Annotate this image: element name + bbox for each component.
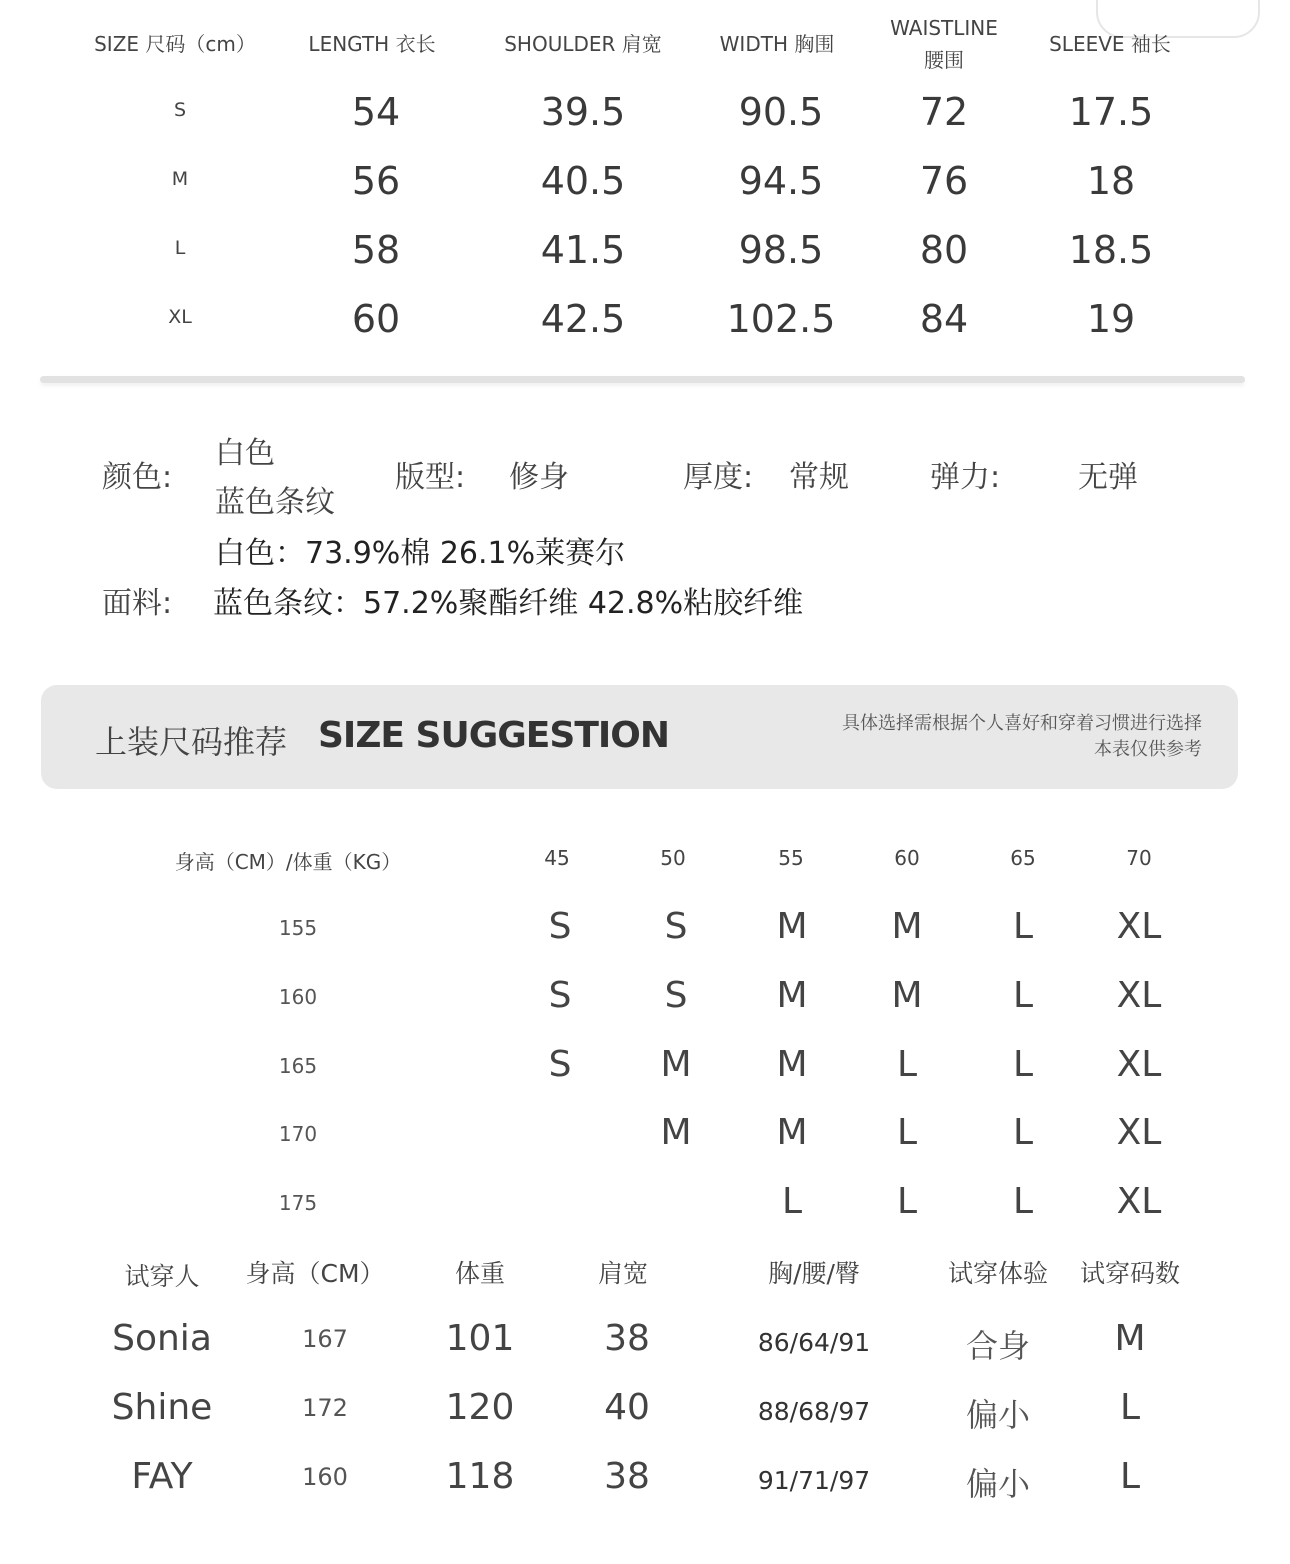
suggested-size: L: [896, 1044, 918, 1085]
tryon-experience: 合身: [965, 1327, 1031, 1365]
suggested-size: L: [896, 1112, 918, 1153]
size-label: M: [171, 168, 189, 190]
tryon-experience: 偏小: [965, 1465, 1031, 1503]
shoulder-value: 42.5: [540, 297, 626, 341]
weight-header: 55: [778, 846, 804, 870]
color-value-white: 白色: [215, 436, 275, 471]
tryon-header-weight: 体重: [454, 1259, 506, 1288]
banner-note-line1: 具体选择需根据个人喜好和穿着习惯进行选择: [842, 713, 1202, 734]
suggested-size: S: [548, 906, 572, 947]
weight-header: 60: [894, 846, 920, 870]
tryon-weight: 101: [445, 1318, 515, 1359]
thickness-value: 常规: [789, 460, 849, 495]
waist-value: 72: [919, 90, 969, 134]
banner-title-en: SIZE SUGGESTION: [318, 715, 670, 756]
suggested-size: M: [891, 906, 923, 947]
tryon-weight: 118: [445, 1456, 515, 1497]
suggested-size: S: [548, 1044, 572, 1085]
height-label: 160: [278, 985, 318, 1009]
tryon-height: 167: [302, 1325, 348, 1353]
width-value: 94.5: [738, 159, 824, 203]
size-suggestion-banner: [41, 685, 1238, 789]
sleeve-value: 19: [1086, 297, 1136, 341]
header-size: SIZE 尺码（cm）: [94, 32, 256, 56]
suggested-size: S: [664, 906, 688, 947]
suggested-size: M: [891, 975, 923, 1016]
tryon-shoulder: 40: [604, 1387, 650, 1428]
fabric-label: 面料:: [102, 586, 173, 621]
suggested-size: L: [1012, 1044, 1034, 1085]
grid-corner-label: 身高（CM）/体重（KG）: [174, 850, 402, 874]
suggested-size: L: [1012, 906, 1034, 947]
header-width: WIDTH 胸围: [719, 32, 835, 56]
sleeve-value: 18: [1086, 159, 1136, 203]
header-length: LENGTH 衣长: [308, 32, 436, 56]
tryon-header-height: 身高（CM）: [245, 1259, 385, 1288]
suggested-size: XL: [1116, 906, 1162, 947]
tryon-experience: 偏小: [965, 1396, 1031, 1434]
color-value-blue-stripe: 蓝色条纹: [215, 485, 335, 520]
tryon-size: M: [1114, 1318, 1146, 1359]
suggested-size: M: [776, 906, 808, 947]
tryon-height: 160: [302, 1463, 348, 1491]
fabric-blue-stripe: 蓝色条纹：57.2%聚酯纤维 42.8%粘胶纤维: [213, 586, 804, 621]
header-shoulder: SHOULDER 肩宽: [504, 32, 662, 56]
width-value: 102.5: [726, 297, 836, 341]
suggested-size: M: [776, 1112, 808, 1153]
waist-value: 84: [919, 297, 969, 341]
shoulder-value: 39.5: [540, 90, 626, 134]
tryon-bwh: 91/71/97: [757, 1466, 871, 1495]
width-value: 90.5: [738, 90, 824, 134]
thickness-label: 厚度:: [683, 460, 754, 495]
suggested-size: XL: [1116, 1044, 1162, 1085]
length-value: 56: [351, 159, 401, 203]
size-label: S: [173, 99, 187, 121]
fabric-white: 白色：73.9%棉 26.1%莱赛尔: [215, 536, 626, 571]
size-label: L: [174, 237, 186, 259]
sleeve-value: 17.5: [1068, 90, 1154, 134]
height-label: 155: [278, 916, 318, 940]
tryon-header-experience: 试穿体验: [947, 1259, 1049, 1288]
width-value: 98.5: [738, 228, 824, 272]
header-sleeve: SLEEVE 袖长: [1049, 32, 1171, 56]
height-label: 165: [278, 1054, 318, 1078]
suggested-size: XL: [1116, 1112, 1162, 1153]
suggested-size: L: [1012, 1112, 1034, 1153]
height-label: 175: [278, 1191, 318, 1215]
suggested-size: M: [776, 1044, 808, 1085]
weight-header: 65: [1010, 846, 1036, 870]
suggested-size: L: [1012, 1181, 1034, 1222]
tryon-height: 172: [302, 1394, 348, 1422]
fit-value: 修身: [509, 460, 569, 495]
fit-label: 版型:: [395, 460, 466, 495]
suggested-size: L: [781, 1181, 803, 1222]
tryon-header-size: 试穿码数: [1079, 1259, 1181, 1288]
suggested-size: M: [776, 975, 808, 1016]
tryon-weight: 120: [445, 1387, 515, 1428]
suggested-size: S: [664, 975, 688, 1016]
tryon-name: Sonia: [112, 1318, 212, 1359]
tryon-name: FAY: [131, 1456, 193, 1497]
height-label: 170: [278, 1122, 318, 1146]
length-value: 58: [351, 228, 401, 272]
tryon-bwh: 88/68/97: [757, 1397, 871, 1426]
section-divider: [40, 376, 1245, 383]
banner-note-line2: 本表仅供参考: [1094, 739, 1202, 760]
tryon-size: L: [1119, 1456, 1141, 1497]
tryon-size: L: [1119, 1387, 1141, 1428]
weight-header: 45: [544, 846, 570, 870]
shoulder-value: 40.5: [540, 159, 626, 203]
tryon-bwh: 86/64/91: [757, 1328, 871, 1357]
suggested-size: S: [548, 975, 572, 1016]
length-value: 54: [351, 90, 401, 134]
size-label: XL: [168, 306, 192, 328]
suggested-size: M: [660, 1112, 692, 1153]
weight-header: 50: [660, 846, 686, 870]
suggested-size: M: [660, 1044, 692, 1085]
header-waistline: WAISTLINE 腰围: [890, 16, 998, 72]
waist-value: 80: [919, 228, 969, 272]
length-value: 60: [351, 297, 401, 341]
weight-header: 70: [1126, 846, 1152, 870]
waist-value: 76: [919, 159, 969, 203]
shoulder-value: 41.5: [540, 228, 626, 272]
suggested-size: L: [1012, 975, 1034, 1016]
color-label: 颜色:: [102, 460, 173, 495]
tryon-header-shoulder: 肩宽: [597, 1259, 649, 1288]
banner-note: [842, 711, 1202, 763]
suggested-size: L: [896, 1181, 918, 1222]
tryon-shoulder: 38: [604, 1318, 650, 1359]
tryon-shoulder: 38: [604, 1456, 650, 1497]
suggested-size: XL: [1116, 975, 1162, 1016]
elasticity-label: 弹力:: [930, 460, 1001, 495]
tryon-header-bwh: 胸/腰/臀: [768, 1259, 860, 1288]
suggested-size: XL: [1116, 1181, 1162, 1222]
tryon-header-person: 试穿人: [124, 1262, 200, 1291]
banner-title-cn: 上装尺码推荐: [95, 723, 288, 761]
tryon-name: Shine: [111, 1387, 213, 1428]
sleeve-value: 18.5: [1068, 228, 1154, 272]
elasticity-value: 无弹: [1078, 460, 1138, 495]
